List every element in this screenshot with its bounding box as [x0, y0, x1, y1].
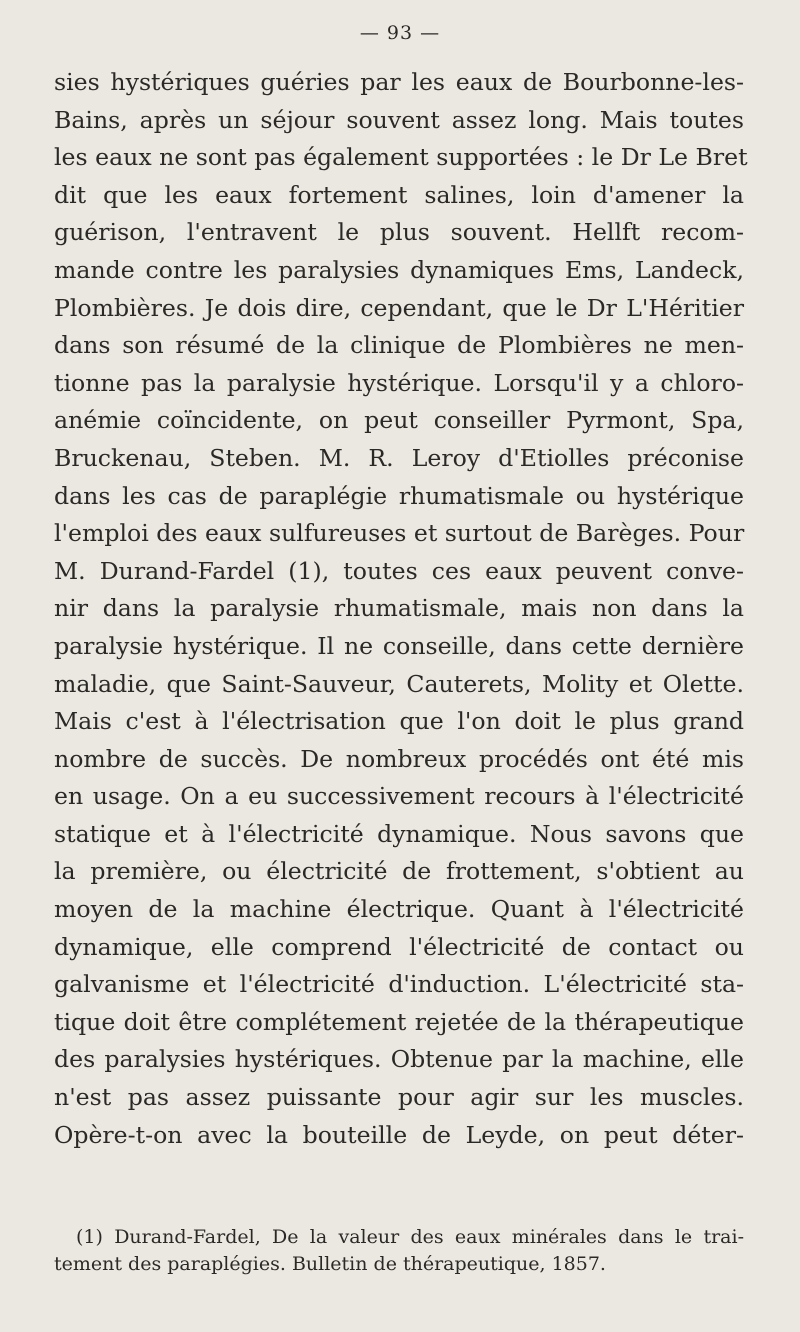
text-line: dit que les eaux fortement salines, loin d'amener la: [54, 180, 744, 209]
text-line: paralysie hystérique. Il ne conseille, dans cette dernière: [54, 631, 744, 660]
text-line: statique et à l'électricité dynamique. Nous savons que: [54, 819, 744, 848]
text-line: dans les cas de paraplégie rhumatismale ou hystérique: [54, 481, 744, 510]
text-line: moyen de la machine électrique. Quant à l'électricité: [54, 895, 744, 924]
text-line: n'est pas assez puissante pour agir sur les muscles.: [54, 1083, 744, 1112]
text-line: dynamique, elle comprend l'électricité de contact ou: [54, 932, 744, 961]
footnote-line: tement des paraplégies. Bulletin de thérapeutique, 1857.: [54, 1253, 606, 1275]
text-line: Opère-t-on avec la bouteille de Leyde, on peut déter-: [54, 1120, 744, 1149]
text-line: Bains, après un séjour souvent assez long. Mais toutes: [54, 105, 744, 134]
body-text: [54, 64, 748, 1154]
text-line: les eaux ne sont pas également supportées : le Dr Le Bret: [54, 143, 748, 172]
text-line: guérison, l'entravent le plus souvent. Hellft recom-: [54, 218, 744, 247]
text-line: tique doit être complétement rejetée de la thérapeutique: [54, 1007, 744, 1036]
text-line: M. Durand-Fardel (1), toutes ces eaux peuvent conve-: [54, 556, 744, 585]
footnote-line: (1) Durand-Fardel, De la valeur des eaux minérales dans le trai-: [76, 1226, 744, 1248]
text-line: en usage. On a eu successivement recours à l'électricité: [54, 782, 744, 811]
text-line: dans son résumé de la clinique de Plombières ne men-: [54, 331, 744, 360]
text-line: anémie coïncidente, on peut conseiller Pyrmont, Spa,: [54, 406, 744, 435]
text-line: nombre de succès. De nombreux procédés ont été mis: [54, 744, 744, 773]
text-line: tionne pas la paralysie hystérique. Lorsqu'il y a chloro-: [54, 368, 744, 397]
text-line: sies hystériques guéries par les eaux de Bourbonne-les-: [54, 68, 744, 96]
text-line: la première, ou électricité de frottement, s'obtient au: [54, 857, 744, 886]
text-line: l'emploi des eaux sulfureuses et surtout de Barèges. Pour: [54, 519, 745, 548]
text-line: nir dans la paralysie rhumatismale, mais non dans la: [54, 594, 744, 623]
text-line: des paralysies hystériques. Obtenue par la machine, elle: [54, 1045, 744, 1074]
text-line: Bruckenau, Steben. M. R. Leroy d'Etiolles préconise: [54, 443, 744, 472]
page-number: — 93 —: [359, 22, 441, 44]
text-line: Plombières. Je dois dire, cependant, que le Dr L'Héritier: [54, 293, 744, 322]
footnote: [54, 1224, 744, 1278]
text-line: mande contre les paralysies dynamiques Ems, Landeck,: [54, 255, 744, 284]
text-line: galvanisme et l'électricité d'induction. L'électricité sta-: [54, 970, 744, 999]
text-line: maladie, que Saint-Sauveur, Cauterets, Molity et Olette.: [54, 669, 744, 698]
text-line: Mais c'est à l'électrisation que l'on doit le plus grand: [54, 707, 744, 736]
